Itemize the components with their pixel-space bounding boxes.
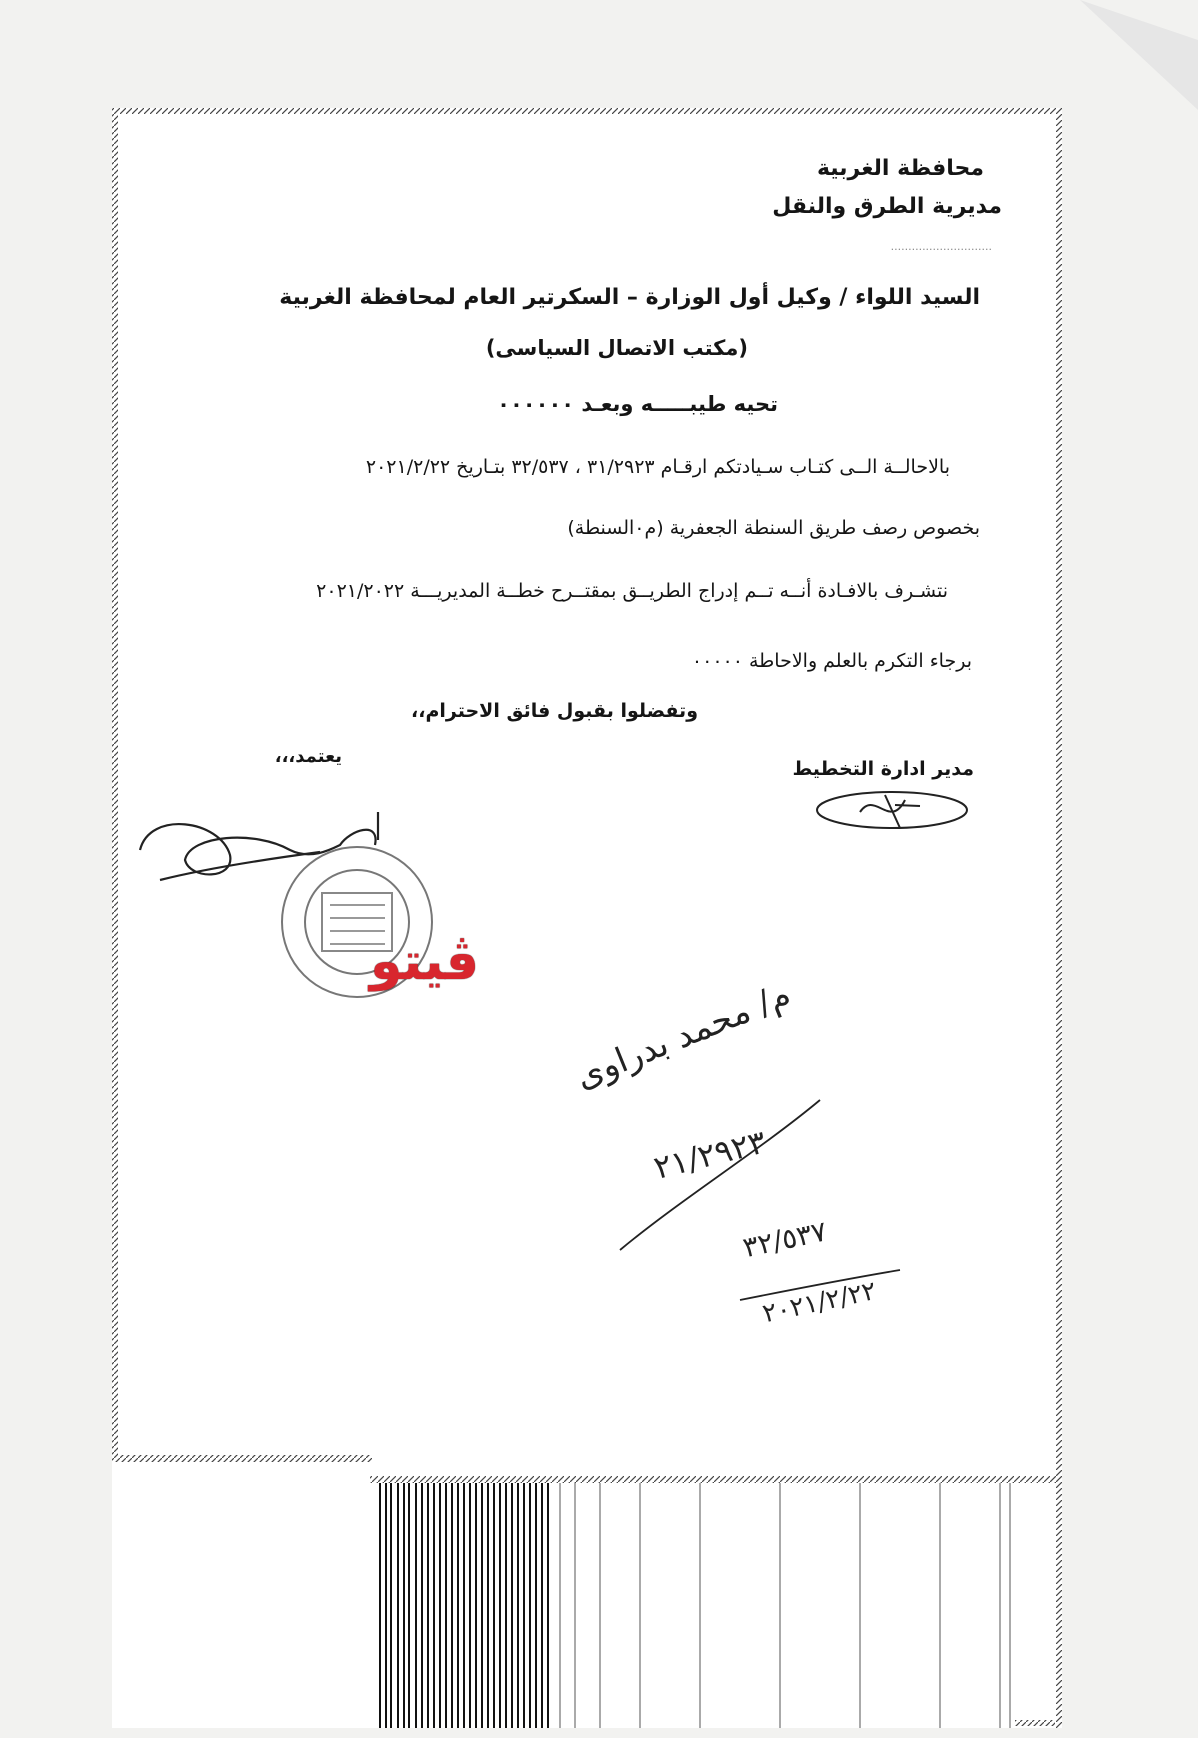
handwritten-number-1: ٢١/٢٩٢٣ bbox=[650, 1122, 770, 1187]
bottom-left-border bbox=[112, 1455, 372, 1462]
bottom-right-border bbox=[1015, 1720, 1055, 1726]
paragraph-subject: بخصوص رصف طريق السنطة الجعفرية (م٠السنطة) bbox=[567, 517, 980, 539]
handwritten-number-2: ٣٢/٥٣٧ bbox=[740, 1214, 830, 1265]
planning-manager-label: مدير ادارة التخطيط bbox=[792, 758, 974, 780]
handwritten-date: ٢٠٢١/٢/٢٢ bbox=[760, 1276, 879, 1330]
addressee-office: (مكتب الاتصال السياسى) bbox=[485, 336, 748, 360]
vito-watermark: ڤيتو bbox=[370, 932, 480, 992]
right-border bbox=[1056, 108, 1062, 1728]
reference-line: ............................. bbox=[890, 240, 992, 253]
greeting-line: تحيه طيبـــــه وبعـد ٠٠٠٠٠٠ bbox=[497, 392, 778, 416]
paragraph-inclusion: نتشـرف بالافـادة أنــه تــم إدراج الطريــق بمقتــرح خطــة المديريـــة ٢٠٢١/٢٠٢٢ bbox=[316, 580, 948, 602]
bottom-border bbox=[370, 1476, 1060, 1483]
top-border bbox=[112, 108, 1062, 114]
handwritten-name: م/ محمد بدراوى bbox=[570, 974, 797, 1098]
left-border bbox=[112, 108, 118, 1460]
governorate-title: محافظة الغربية bbox=[816, 156, 984, 181]
paragraph-request: برجاء التكرم بالعلم والاحاطة ٠٠٠٠٠ bbox=[691, 650, 972, 672]
barcode-band bbox=[372, 1483, 1012, 1728]
directorate-title: مديرية الطرق والنقل bbox=[772, 194, 1002, 219]
closing-line: وتفضلوا بقبول فائق الاحترام،، bbox=[411, 700, 698, 722]
addressee-line: السيد اللواء / وكيل أول الوزارة – السكرتير العام لمحافظة الغربية bbox=[279, 285, 980, 310]
paragraph-referral: بالاحالــة الــى كتـاب سـيادتكم ارقـام ٣١/٢٩٢٣ ، ٣٢/٥٣٧ بتـاريخ ٢٠٢١/٢/٢٢ bbox=[365, 456, 950, 478]
approval-label: يعتمد،،، bbox=[274, 746, 342, 767]
